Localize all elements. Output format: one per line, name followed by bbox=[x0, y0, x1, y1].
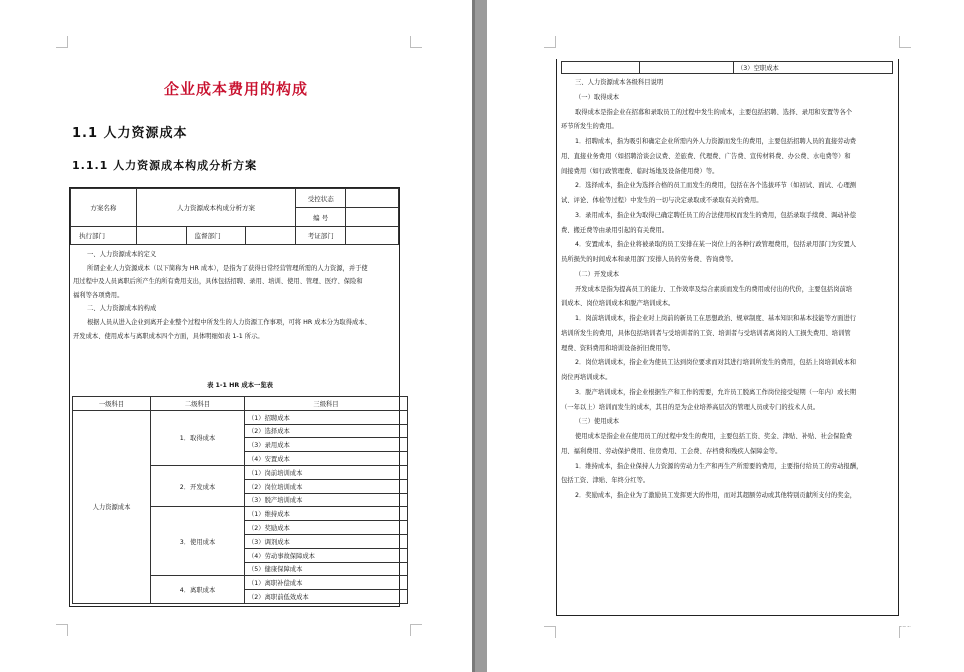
exec-dept-value[interactable] bbox=[136, 227, 186, 245]
paragraph: 开发成本、使用成本与离职成本四个方面，具体明细如表 1-1 所示。 bbox=[73, 332, 264, 340]
paragraph: 二、人力资源成本的构成 bbox=[87, 305, 157, 313]
level3-cell: （2）选择成本 bbox=[245, 424, 408, 438]
page-shadow bbox=[472, 0, 475, 672]
paragraph: 1．岗前培训成本，指企业对上岗前的新员工在思想政治、规章制度、基本知识和基本技能等方面进行 bbox=[575, 315, 857, 322]
number-label: 编 号 bbox=[296, 208, 346, 227]
paragraph: 开发成本是指为提高员工的能力、工作效率及综合素质而发生的费用或付出的代价，主要包括岗前培 bbox=[575, 285, 853, 293]
cost-table bbox=[72, 396, 408, 604]
watermark bbox=[756, 614, 946, 646]
level2-cell: 1．取得成本 bbox=[151, 410, 245, 465]
crop-mark bbox=[410, 624, 422, 636]
table-cell-empty bbox=[640, 62, 734, 74]
supervise-dept-value[interactable] bbox=[246, 227, 296, 245]
paragraph: （三）使用成本 bbox=[575, 418, 620, 426]
paragraph: （一年以上）培训而发生的成本，其目的是为企业培养高层次的管理人员或专门的技术人员。 bbox=[561, 403, 820, 411]
paragraph: 费、搬迁费等由录用引起的有关费用。 bbox=[561, 226, 669, 234]
cost-table-header: 一级科目 bbox=[73, 397, 151, 411]
status-label: 受控状态 bbox=[296, 189, 346, 208]
level3-cell: （3）空职成本 bbox=[734, 62, 893, 74]
paragraph: 福利等各项费用。 bbox=[73, 291, 124, 299]
level2-cell: 4．离职成本 bbox=[151, 576, 245, 604]
paragraph: 员所损失的时间成本和录用部门安排人员的劳务费、咨询费等。 bbox=[561, 256, 738, 263]
level3-cell: （2）离职前低效成本 bbox=[245, 590, 408, 604]
right-body-text bbox=[561, 76, 895, 504]
paragraph: 1．维持成本，指企业保持人力资源的劳动力生产和再生产所需要的费用，主要指付给员工的劳动报酬， bbox=[575, 462, 863, 470]
crop-mark bbox=[544, 36, 556, 48]
paragraph: 根据人员从进入企业到离开企业整个过程中所发生的人力资源工作事项，可将 HR 成本分为取得成本、 bbox=[87, 318, 371, 326]
status-value[interactable] bbox=[346, 189, 399, 208]
crop-mark bbox=[544, 626, 556, 638]
paragraph: 2．岗位培训成本，指企业为使员工达到岗位要求而对其进行培训所发生的费用，包括上岗培训成本和 bbox=[575, 359, 857, 367]
level3-cell: （1）离职补偿成本 bbox=[245, 576, 408, 590]
level3-cell: （5）健康保障成本 bbox=[245, 562, 408, 576]
paragraph: 培训所发生的费用，具体包括培训者与受培训者的工资、培训者与受培训者离岗的人工损失费用、培训管 bbox=[561, 329, 851, 337]
level2-cell: 3．使用成本 bbox=[151, 507, 245, 576]
paragraph: 理费、资料费用和培训设备折旧费用等。 bbox=[561, 344, 675, 352]
paragraph: 岗位再培训成本。 bbox=[561, 374, 612, 381]
number-value[interactable] bbox=[346, 208, 399, 227]
level1-cell: 人力资源成本 bbox=[73, 410, 151, 603]
paragraph: 3．脱产培训成本，指企业根据生产和工作的需要，允许员工脱离工作岗位接受短期（一年内）或长期 bbox=[575, 388, 857, 396]
paragraph: 2．选择成本，指企业为选择合格的员工而发生的费用，包括在各个选拔环节（如初试、面试、心理测 bbox=[575, 182, 857, 190]
watermark-text: HR成长在线 bbox=[802, 619, 923, 643]
level3-cell: （4）劳动事故保障成本 bbox=[245, 548, 408, 562]
paragraph: 3．录用成本，指企业为取得已确定聘任员工的合法使用权而发生的费用，包括录取手续费、调动补偿 bbox=[575, 211, 857, 219]
document-title: 企业成本费用的构成 bbox=[163, 80, 308, 98]
verify-dept-value[interactable] bbox=[346, 227, 399, 245]
continued-table-row bbox=[561, 61, 893, 74]
paragraph: 用过程中及人员离职后所产生的所有费用支出，具体包括招聘、录用、培训、使用、管理、医疗、保险和 bbox=[73, 278, 363, 286]
paragraph: 取得成本是指企业在招募和录取员工的过程中发生的成本，主要包括招聘、选择、录用和安置等各个 bbox=[575, 108, 853, 116]
paragraph: 使用成本是指企业在使用员工的过程中发生的费用，主要包括工资、奖金、津贴、补贴、社会保险费 bbox=[575, 433, 853, 440]
heading-2: 1.1.1 人力资源成本构成分析方案 bbox=[72, 159, 258, 172]
crop-mark bbox=[899, 36, 911, 48]
table-caption: 表 1-1 HR 成本一览表 bbox=[207, 382, 273, 389]
crop-mark bbox=[410, 36, 422, 48]
plan-name-label: 方案名称 bbox=[71, 189, 137, 227]
heading-1: 1.1 人力资源成本 bbox=[72, 126, 188, 141]
document-page-left bbox=[0, 0, 472, 672]
level3-cell: （1）维持成本 bbox=[245, 507, 408, 521]
supervise-dept-label: 监督部门 bbox=[186, 227, 246, 245]
left-body-text bbox=[73, 248, 403, 343]
paragraph: （一）取得成本 bbox=[575, 93, 620, 101]
paragraph: 包括工资、津贴、年终分红等。 bbox=[561, 477, 650, 485]
wechat-icon bbox=[756, 618, 794, 642]
level3-cell: （3）录用成本 bbox=[245, 438, 408, 452]
level3-cell: （1）岗前培训成本 bbox=[245, 465, 408, 479]
level3-cell: （2）奖励成本 bbox=[245, 521, 408, 535]
crop-mark bbox=[56, 36, 68, 48]
paragraph: 2．奖励成本，指企业为了激励员工发挥更大的作用，而对其超额劳动或其他特别贡献所支付的奖金， bbox=[575, 492, 857, 499]
crop-mark bbox=[56, 624, 68, 636]
table-cell-empty bbox=[562, 62, 640, 74]
paragraph: 三、人力资源成本各级科目说明 bbox=[575, 79, 664, 86]
paragraph: 环节所发生的费用。 bbox=[561, 123, 618, 131]
level2-cell: 2．开发成本 bbox=[151, 465, 245, 506]
paragraph: 训成本、岗位培训成本和脱产培训成本。 bbox=[561, 300, 675, 308]
cost-table-header: 三级科目 bbox=[245, 397, 408, 411]
level3-cell: （1）招聘成本 bbox=[245, 410, 408, 424]
cost-table-header: 二级科目 bbox=[151, 397, 245, 411]
paragraph: 间接费用（如行政管理费、临时场地及设备使用费）等。 bbox=[561, 167, 719, 175]
paragraph: 一、人力资源成本的定义 bbox=[87, 251, 157, 258]
verify-dept-label: 考证部门 bbox=[296, 227, 346, 245]
level3-cell: （4）安置成本 bbox=[245, 452, 408, 466]
paragraph: 试、评论、体检等过程）中发生的一切与决定录取或不录取有关的费用。 bbox=[561, 197, 763, 204]
level3-cell: （3）调剂成本 bbox=[245, 534, 408, 548]
paragraph: 1．招聘成本，指为吸引和确定企业所需内外人力资源而发生的费用，主要包括招聘人员的直接劳动费 bbox=[575, 138, 857, 145]
level3-cell: （3）脱产培训成本 bbox=[245, 493, 408, 507]
paragraph: 所谓企业人力资源成本（以下简称为 HR 成本），是指为了获得日常经营管理所需的人力资源，并于使 bbox=[87, 264, 368, 272]
plan-header-table bbox=[70, 188, 399, 245]
exec-dept-label: 执行部门 bbox=[71, 227, 137, 245]
plan-name-value: 人力资源成本构成分析方案 bbox=[136, 189, 295, 227]
level3-cell: （2）岗位培训成本 bbox=[245, 479, 408, 493]
paragraph: 用、福利费用、劳动保护费用、住房费用、工会费、存档费和残疾人保障金等。 bbox=[561, 447, 782, 455]
paragraph: 4．安置成本，指企业将被录取的员工安排在某一岗位上的各种行政管理费用，包括录用部门为安置人 bbox=[575, 241, 857, 249]
paragraph: 用、直接业务费用（如招聘洽谈会议费、差旅费、代理费、广告费、宣传材料费、办公费、水电费等）和 bbox=[561, 152, 851, 160]
paragraph: （二）开发成本 bbox=[575, 270, 620, 278]
